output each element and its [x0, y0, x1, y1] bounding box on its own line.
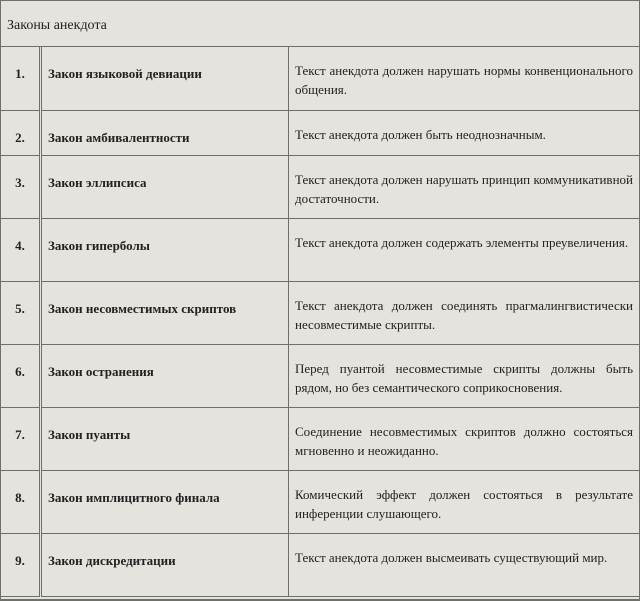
table-row: [1, 155, 639, 218]
law-description: Текст анекдота должен соединять прагмалингвистически несовместимые скрипты.: [289, 281, 640, 344]
row-number: 4.: [1, 218, 41, 281]
law-description: Соединение несовместимых скриптов должно состояться мгновенно и неожиданно.: [289, 407, 640, 470]
row-number: 6.: [1, 344, 41, 407]
law-name: Закон амбивалентности: [41, 110, 289, 155]
table-row: [1, 47, 639, 110]
law-name: Закон языковой девиации: [41, 47, 289, 110]
table-row: [1, 110, 639, 155]
row-number: 3.: [1, 155, 41, 218]
row-number: 7.: [1, 407, 41, 470]
table-row: [1, 533, 639, 596]
table-row: [1, 470, 639, 533]
law-description: Текст анекдота должен содержать элементы преувеличения.: [289, 218, 640, 281]
row-number: 8.: [1, 470, 41, 533]
law-description: Комический эффект должен состояться в результате инференции слушающего.: [289, 470, 640, 533]
table-row: [1, 281, 639, 344]
table-row: [1, 218, 639, 281]
law-description: Текст анекдота должен нарушать нормы конвенционального общения.: [289, 47, 640, 110]
law-name: Закон несовместимых скриптов: [41, 281, 289, 344]
law-name: Закон дискредитации: [41, 533, 289, 596]
law-description: Текст анекдота должен нарушать принцип коммуникативной достаточности.: [289, 155, 640, 218]
law-description: Текст анекдота должен быть неоднозначным.: [289, 110, 640, 155]
law-name: Закон остранения: [41, 344, 289, 407]
law-name: Закон гиперболы: [41, 218, 289, 281]
law-name: Закон имплицитного финала: [41, 470, 289, 533]
row-number: 5.: [1, 281, 41, 344]
table-row: [1, 407, 639, 470]
law-name: Закон пуанты: [41, 407, 289, 470]
law-name: Закон эллипсиса: [41, 155, 289, 218]
law-description: Текст анекдота должен высмеивать существующий мир.: [289, 533, 640, 596]
law-description: Перед пуантой несовместимые скрипты должны быть рядом, но без семантического соприкосновения.: [289, 344, 640, 407]
row-number: 2.: [1, 110, 41, 155]
laws-table: [1, 47, 639, 597]
table-title: Законы анекдота: [1, 1, 639, 47]
table-row: [1, 344, 639, 407]
row-number: 9.: [1, 533, 41, 596]
row-number: 1.: [1, 47, 41, 110]
